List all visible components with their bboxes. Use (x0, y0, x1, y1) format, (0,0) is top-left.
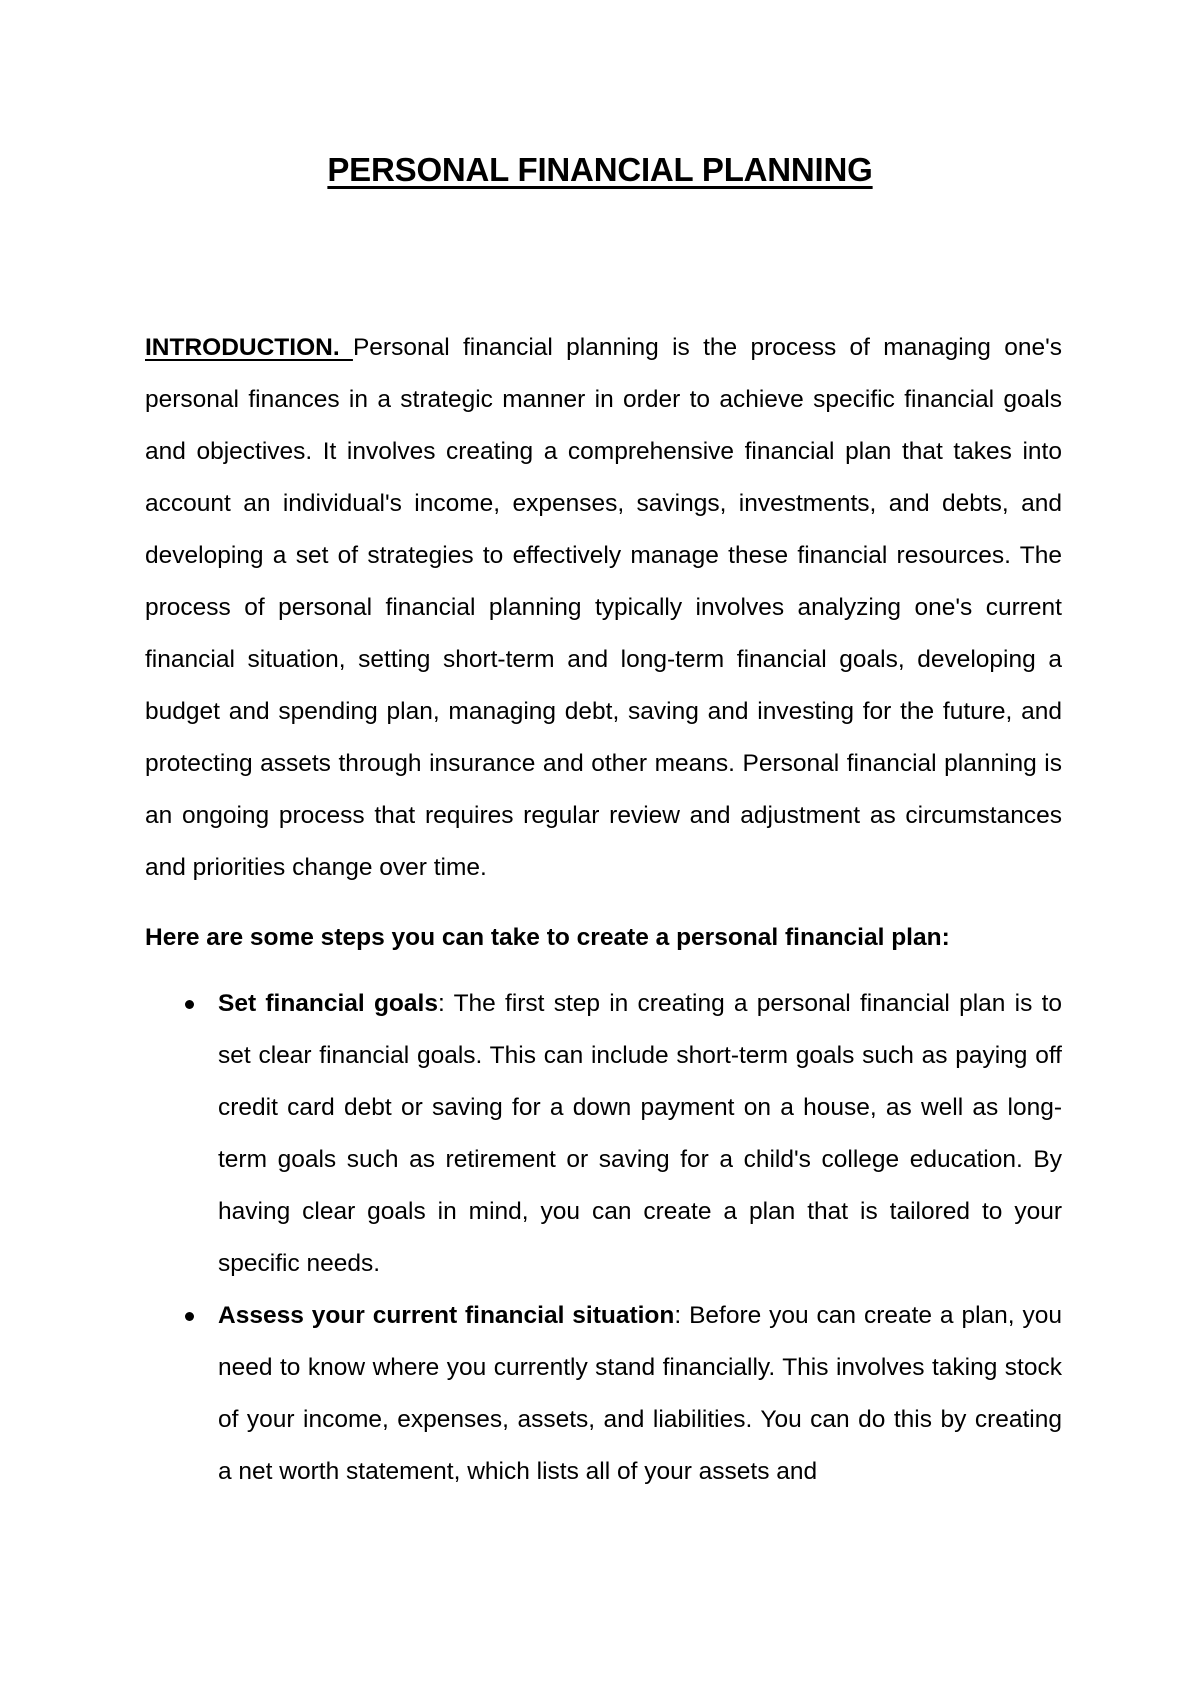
steps-list (145, 978, 1062, 1498)
steps-heading: Here are some steps you can take to create a personal financial plan: (145, 924, 950, 951)
step-text: The first step in creating a personal financial plan is to set clear financial goals. This can include short-term goals such as paying off credit card debt or saving for a down payment on a house, as well as long-term goals such as retirement or saving for a child's college education. By having clear goals in mind, you can create a plan that is tailored to your specific needs. (218, 990, 1063, 1277)
step-separator: : (437, 990, 454, 1017)
step-separator: : (674, 1302, 690, 1329)
step-title: Set financial goals (218, 990, 438, 1017)
introduction-text: Personal financial planning is the process of managing one's personal finances in a strategic manner in order to achieve specific financial goals and objectives. It involves creating a comprehensive financial plan that takes into account an individual's income, expenses, savings, investments, and debts, and developing a set of strategies to effectively manage these financial resources. The process of personal financial planning typically involves analyzing one's current financial situation, setting short-term and long-term financial goals, developing a budget and spending plan, managing debt, saving and investing for the future, and protecting assets through insurance and other means. Personal financial planning is an ongoing process that requires regular review and adjustment as circumstances and priorities change over time. (145, 334, 1062, 881)
document-title: PERSONAL FINANCIAL PLANNING (327, 151, 873, 188)
step-text: Before you can create a plan, you need to know where you currently stand financially. This involves taking stock of your income, expenses, assets, and liabilities. You can do this by creating a net worth statement, which lists all of your assets and (218, 1302, 1062, 1485)
step-title: Assess your current financial situation (218, 1302, 675, 1329)
bullet-icon (185, 1000, 194, 1009)
list-item (145, 978, 1062, 1290)
introduction-paragraph (145, 322, 1062, 894)
bullet-icon (185, 1312, 194, 1321)
list-item (145, 1290, 1062, 1498)
introduction-label: INTRODUCTION. (145, 334, 353, 361)
